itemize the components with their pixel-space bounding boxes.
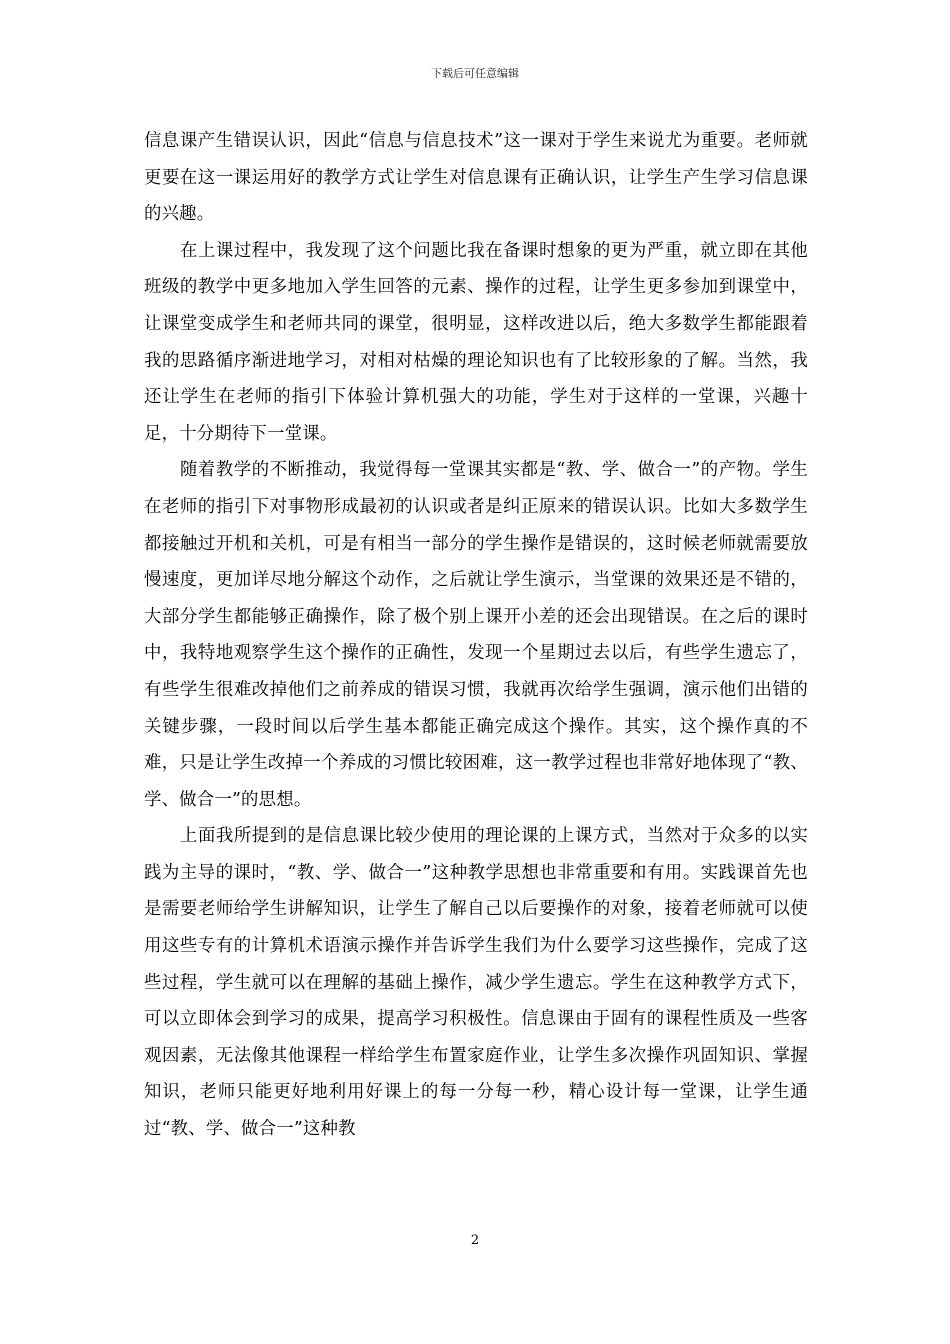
page-number: 2 — [470, 1233, 480, 1248]
document-body — [144, 123, 808, 1148]
paragraph: 随着教学的不断推动，我觉得每一堂课其实都是“教、学、做合一”的产物。学生在老师的指引下对事物形成最初的认识或者是纠正原来的错误认识。比如大多数学生都接触过开机和关机，可是有相当一部分的学生操作是错误的，这时候老师就需要放慢速度，更加详尽地分解这个动作，之后就让学生演示，当堂课的效果还是不错的，大部分学生都能够正确操作，除了极个别上课开小差的还会出现错误。在之后的课时中，我特地观察学生这个操作的正确性，发现一个星期过去以后，有些学生遗忘了，有些学生很难改掉他们之前养成的错误习惯，我就再次给学生强调，演示他们出错的关键步骤，一段时间以后学生基本都能正确完成这个操作。其实，这个操作真的不难，只是让学生改掉一个养成的习惯比较困难，这一教学过程也非常好地体现了“教、学、做合一”的思想。 — [144, 460, 808, 810]
page-header: 下载后可任意编辑 — [431, 67, 519, 80]
paragraph: 在上课过程中，我发现了这个问题比我在备课时想象的更为严重，就立即在其他班级的教学中更多地加入学生回答的元素、操作的过程，让学生更多参加到课堂中，让课堂变成学生和老师共同的课堂，很明显，这样改进以后，绝大多数学生都能跟着我的思路循序渐进地学习，对相对枯燥的理论知识也有了比较形象的了解。当然，我还让学生在老师的指引下体验计算机强大的功能，学生对于这样的一堂课，兴趣十足，十分期待下一堂课。 — [144, 240, 808, 444]
paragraph: 上面我所提到的是信息课比较少使用的理论课的上课方式，当然对于众多的以实践为主导的课时，“教、学、做合一”这种教学思想也非常重要和有用。实践课首先也是需要老师给学生讲解知识，让学生了解自己以后要操作的对象，接着老师就可以使用这些专有的计算机术语演示操作并告诉学生我们为什么要学习这些操作，完成了这些过程，学生就可以在理解的基础上操作，减少学生遗忘。学生在这种教学方式下，可以立即体会到学习的成果，提高学习积极性。信息课由于固有的课程性质及一些客观因素，无法像其他课程一样给学生布置家庭作业，让学生多次操作巩固知识、掌握知识，老师只能更好地利用好课上的每一分每一秒，精心设计每一堂课，让学生通过“教、学、做合一”这种教 — [144, 826, 808, 1140]
paragraph-continuation: 信息课产生错误认识，因此“信息与信息技术”这一课对于学生来说尤为重要。老师就更要在这一课运用好的教学方式让学生对信息课有正确认识，让学生产生学习信息课的兴趣。 — [144, 131, 808, 225]
